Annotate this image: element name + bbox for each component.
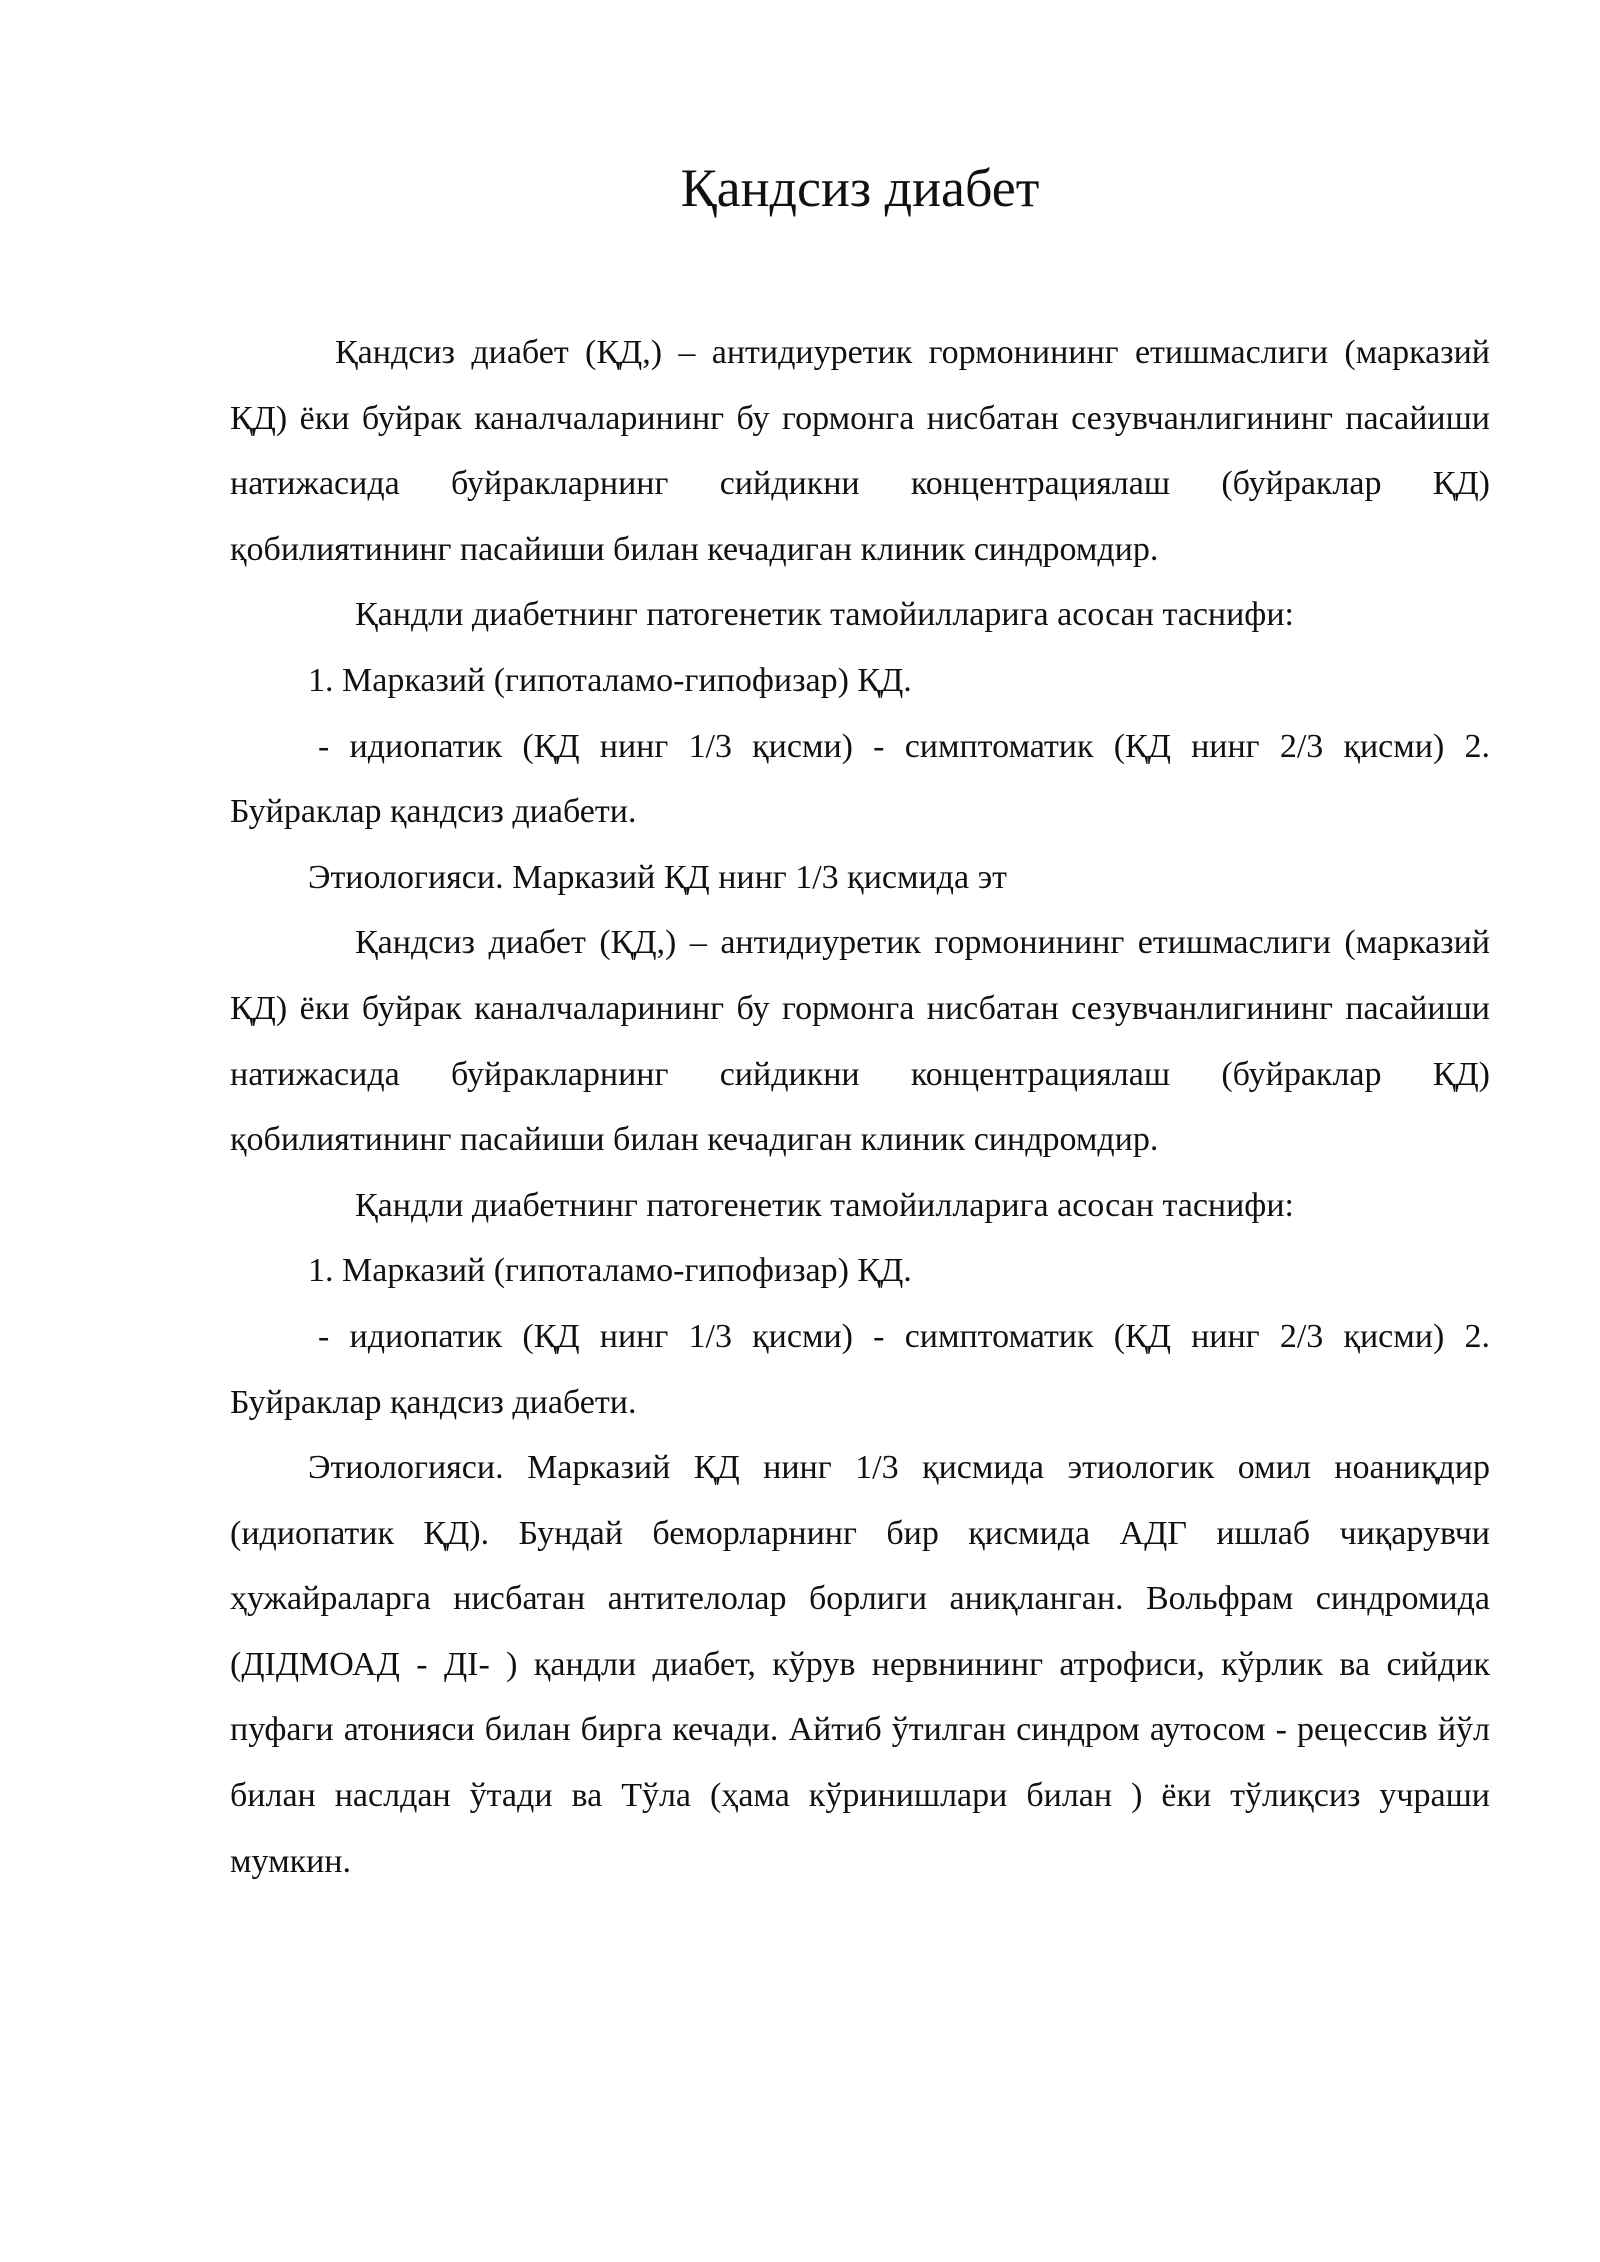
paragraph-subtypes: - идиопатик (ҚД нинг 1/3 қисми) - симптоматик (ҚД нинг 2/3 қисми) 2. Буйраклар қандсиз диабети.	[230, 727, 1490, 831]
paragraph-classification-heading: Қандли диабетнинг патогенетик тамойилларига асосан таснифи:	[355, 596, 1294, 634]
paragraph-etiology-fragment: Этиологияси. Марказий ҚД нинг 1/3 қисмида эт	[308, 858, 1008, 896]
paragraph-etiology: Этиологияси. Марказий ҚД нинг 1/3 қисмида этиологик омил ноаниқдир (идиопатик ҚД). Бундай беморларнинг бир қисмида АДГ ишлаб чиқарувчи ҳужайраларга нисбатан антителолар борлиги аниқланган. Вольфрам синдромида (ДІДМОАД - ДІ- ) қандли диабет, кўрув нервнининг атрофиси, кўрлик ва сийдик пуфаги атонияси билан бирга кечади. Айтиб ўтилган синдром аутосом - рецессив йўл билан наслдан ўтади ва Тўла (ҳама кўринишлари билан ) ёки тўлиқсиз учраши мумкин.	[230, 1449, 1490, 1880]
paragraph-definition: Қандсиз диабет (ҚД,) – антидиуретик гормонининг етишмаслиги (марказий ҚД) ёки буйрак каналчаларининг бу гормонга нисбатан сезувчанлигининг пасайиши натижасида буйракларнинг сийдикни концентрациялаш (буйраклар ҚД) қобилиятининг пасайиши билан кечадиган клиник синдромдир.	[230, 334, 1490, 568]
paragraph-subtypes-repeat: - идиопатик (ҚД нинг 1/3 қисми) - симптоматик (ҚД нинг 2/3 қисми) 2. Буйраклар қандсиз диабети.	[230, 1317, 1490, 1421]
document-title: Қандсиз диабет	[680, 158, 1040, 218]
paragraph-central-type-repeat: 1. Марказий (гипоталамо-гипофизар) ҚД.	[308, 1252, 912, 1290]
document-body	[230, 320, 1490, 1894]
paragraph-definition-repeat: Қандсиз диабет (ҚД,) – антидиуретик гормонининг етишмаслиги (марказий ҚД) ёки буйрак каналчаларининг бу гормонга нисбатан сезувчанлигининг пасайиши натижасида буйракларнинг сийдикни концентрациялаш (буйраклар ҚД) қобилиятининг пасайиши билан кечадиган клиник синдромдир.	[230, 924, 1490, 1159]
paragraph-central-type: 1. Марказий (гипоталамо-гипофизар) ҚД.	[308, 661, 912, 699]
paragraph-classification-heading-repeat: Қандли диабетнинг патогенетик тамойилларига асосан таснифи:	[355, 1186, 1294, 1224]
